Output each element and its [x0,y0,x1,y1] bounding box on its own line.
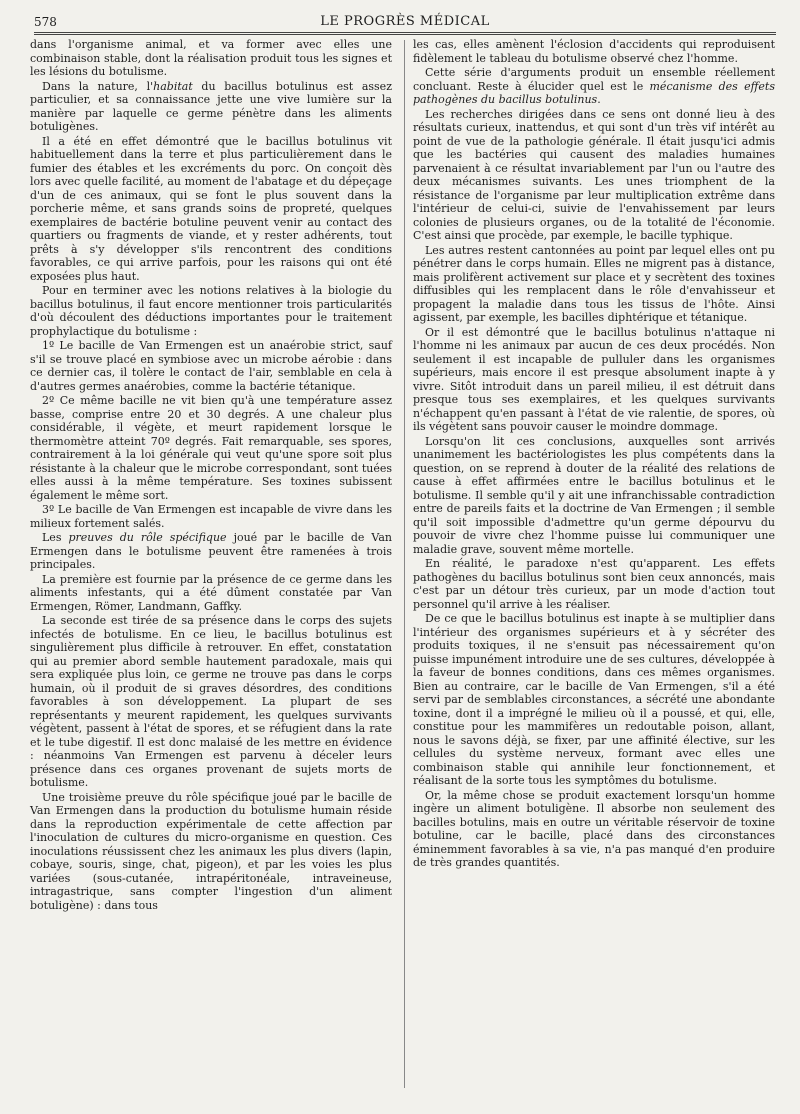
italic-phrase: habitat [153,79,193,93]
paragraph: Il a été en effet démontré que le bacillus botulinus vit habituellement dans la terre et plus particulièrement dans le fumier des étables et les excréments du porc. On conçoit dès lors avec quelle facilité, au moment de l'abatage et du dépeçage d'un de ces animaux, qui se font le plus souvent dans la porcherie même, et sans grands soins de propreté, quelques exemplaires de bactérie botuline peuvent venir au contact des quartiers ou fragments de viande, et y rester adhérents, tout prêts à s'y développer s'ils rencontrent des conditions favorables, ce qui arrive parfois, pour les raisons qui ont été exposées plus haut. [30,134,392,283]
paragraph: dans l'organisme animal, et va former avec elles une combinaison stable, dont la réalisation produit tous les signes et les lésions du botulisme. [30,38,392,78]
paragraph: De ce que le bacillus botulinus est inapte à se multiplier dans l'intérieur des organismes supérieurs et à y sécréter des produits toxiques, il ne s'ensuit pas nécessairement qu'on puisse impunément introduire une de ses cultures, développée à la faveur de bonnes conditions, dans ces mêmes organismes. Bien au contraire, car le bacille de Van Ermengen, s'il a été servi par de semblables circonstances, a sécrété une abondante toxine, dont il a imprégné le milieu où il a poussé, et qui, elle, constitue pour les mammifères un redoutable poison, allant, nous le savons déjà, se fixer, par une affinité élective, sur les cellules du système nerveux, formant avec elles une combinaison stable qui annihile leur fonctionnement, et réalisant de la sorte tous les symptômes du botulisme. [413,612,775,787]
paragraph: En réalité, le paradoxe n'est qu'apparent. Les effets pathogènes du bacillus botulinus sont bien ceux annoncés, mais c'est par un détour très curieux, par un mode d'action tout personnel qu'il arrive à les réaliser. [413,557,775,611]
running-title: LE PROGRÈS MÉDICAL [320,14,490,29]
paragraph: Or il est démontré que le bacillus botulinus n'attaque ni l'homme ni les animaux par aucun de ces deux procédés. Non seulement il est incapable de pulluler dans les organismes supérieurs, mais encore il est presque absolument inapte à y vivre. Sitôt introduit dans un pareil milieu, il est détruit dans presque tous ses exemplaires, et les quelques survivants n'échappent qu'en passant à l'état de vie ralentie, de spores, où ils végètent sans pouvoir causer le moindre dommage. [413,325,775,433]
paragraph: les cas, elles amènent l'éclosion d'accidents qui reproduisent fidèlement le tableau du botulisme observé chez l'homme. [413,38,775,65]
paragraph: La seconde est tirée de sa présence dans le corps des sujets infectés de botulisme. En ce lieu, le bacillus botulinus est singulièrement plus difficile à retrouver. En effet, constatation qui au premier abord semble hautement paradoxale, mais qui sera expliquée plus loin, ce germe ne trouve pas dans le corps humain, où il produit de si graves désordres, des conditions favorables à son développement. La plupart de ses représentants y meurent rapidement, les quelques survivants végètent, passent à l'état de spores, et se réfugient dans la rate et le tube digestif. Il est donc malaisé de les mettre en évidence : néanmoins Van Ermengen est parvenu à déceler leurs présence dans ces organes provenant de sujets morts de botulisme. [30,614,392,789]
paragraph: Cette série d'arguments produit un ensemble réellement concluant. Reste à élucider quel est le mécanisme des effets pathogènes du bacillus botulinus. [413,66,775,106]
paragraph: Les preuves du rôle spécifique joué par le bacille de Van Ermengen dans le botulisme peuvent être ramenées à trois principales. [30,531,392,571]
paragraph: 2º Ce même bacille ne vit bien qu'à une température assez basse, comprise entre 20 et 30 degrés. A une chaleur plus considérable, il végète, et meurt rapidement lorsque le thermomètre atteint 70º degrés. Fait remarquable, ses spores, contrairement à la loi générale qui veut qu'une spore soit plus résistante à la chaleur que le microbe correspondant, sont tuées elles aussi à la même température. Ses toxines subissent également le même sort. [30,394,392,502]
right-column [413,38,775,871]
paragraph: Or, la même chose se produit exactement lorsqu'un homme ingère un aliment botuligène. Il absorbe non seulement des bacilles botulins, mais en outre un véritable réservoir de toxine botuline, car le bacille, placé dans des circonstances éminemment favorables à sa vie, n'a pas manqué d'en produire de très grandes quantités. [413,788,775,869]
header-rule [34,32,776,35]
paragraph: Les recherches dirigées dans ce sens ont donné lieu à des résultats curieux, inattendus, et qui sont d'un très vif intérêt au point de vue de la pathologie générale. Il était jusqu'ici admis que les bactéries qui causent des maladies humaines parvenaient à ce résultat invariablement par l'un ou l'autre des deux mécanismes suivants. Les unes triomphent de la résistance de l'organisme par leur multiplication extrême dans l'intérieur de celui-ci, suivie de l'envahissement par leurs colonies de plusieurs organes, ou de la totalité de l'économie. C'est ainsi que procède, par exemple, le bacille typhique. [413,107,775,242]
paragraph: Les autres restent cantonnées au point par lequel elles ont pu pénétrer dans le corps humain. Elles ne migrent pas à distance, mais prolifèrent activement sur place et y secrètent des toxines diffusibles qui les remplacent dans le rôle d'envahisseur et propagent la maladie dans tous les tissus de l'hôte. Ainsi agissent, par exemple, les bacilles diphtérique et tétanique. [413,243,775,324]
left-column [30,38,392,913]
italic-phrase: mécanisme des effets pathogènes du bacillus botulinus [413,79,775,106]
paragraph: 3º Le bacille de Van Ermengen est incapable de vivre dans les milieux fortement salés. [30,503,392,530]
paragraph: Dans la nature, l'habitat du bacillus botulinus est assez particulier, et sa connaissance jette une vive lumière sur la manière par laquelle ce germe pénètre dans les aliments botuligènes. [30,79,392,133]
paragraph: 1º Le bacille de Van Ermengen est un anaérobie strict, sauf s'il se trouve placé en symbiose avec un microbe aérobie : dans ce dernier cas, il tolère le contact de l'air, semblable en cela à d'autres germes anaérobies, comme la bactérie tétanique. [30,339,392,393]
paragraph: Lorsqu'on lit ces conclusions, auxquelles sont arrivés unanimement les bactériologistes les plus compétents dans la question, on se reprend à douter de la réalité des relations de cause à effet affirmées entre le bacillus botulinus et le botulisme. Il semble qu'il y ait une infranchissable contradiction entre de pareils faits et la doctrine de Van Ermengen ; il semble qu'il soit impossible d'admettre qu'un germe dépourvu du pouvoir de vivre chez l'homme puisse lui communiquer une maladie grave, souvent même mortelle. [413,434,775,556]
page-number: 578 [34,15,57,29]
paragraph: Une troisième preuve du rôle spécifique joué par le bacille de Van Ermengen dans la production du botulisme humain réside dans la reproduction expérimentale de cette affection par l'inoculation de cultures du micro-organisme en question. Ces inoculations réussissent chez les animaux les plus divers (lapin, cobaye, souris, singe, chat, pigeon), et par les voies les plus variées (sous-cutanée, intrapéritonéale, intraveineuse, intragastrique, sans compter l'ingestion d'un aliment botuligène) : dans tous [30,790,392,912]
paragraph: La première est fournie par la présence de ce germe dans les aliments infestants, qui a été dûment constatée par Van Ermengen, Römer, Landmann, Gaffky. [30,572,392,613]
column-divider [404,40,405,1088]
italic-phrase: preuves du rôle spécifique [68,531,227,544]
page-header [34,11,776,33]
paragraph: Pour en terminer avec les notions relatives à la biologie du bacillus botulinus, il faut encore mentionner trois particularités d'où découlent des déductions importantes pour le traitement prophylactique du botulisme : [30,284,392,338]
